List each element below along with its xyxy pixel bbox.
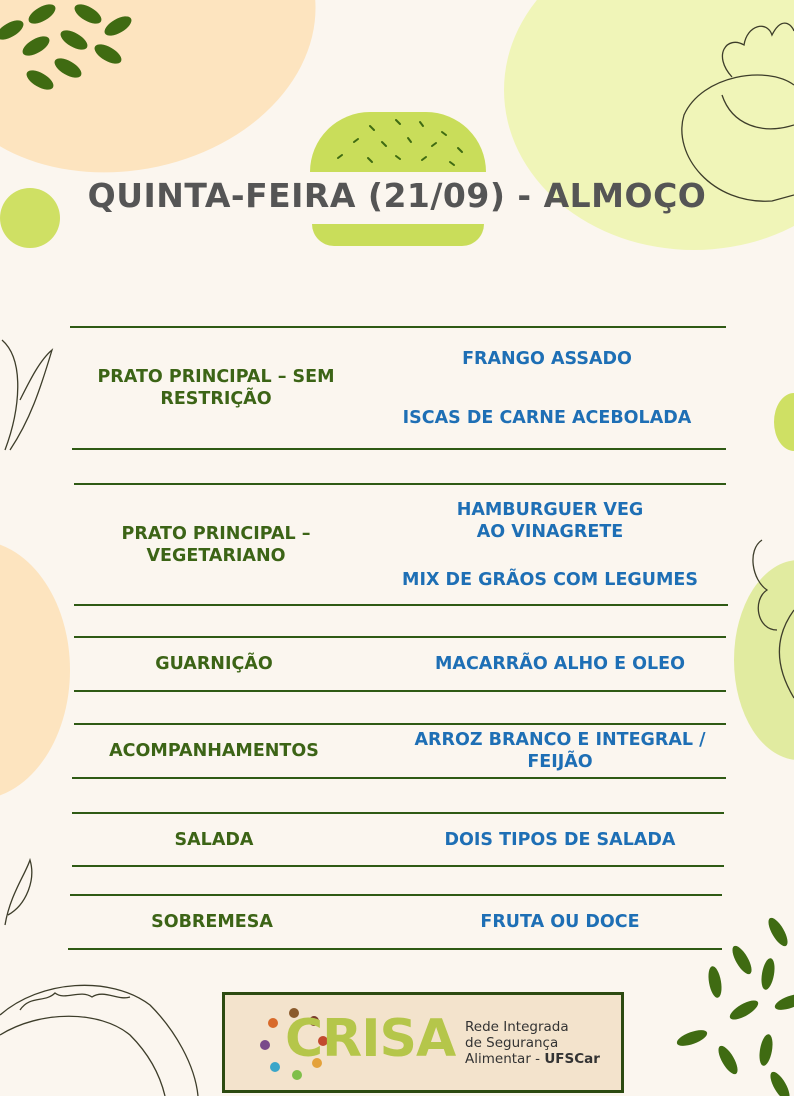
menu-item: ISCAS DE CARNE ACEBOLADA: [402, 407, 692, 428]
menu-item: HAMBURGUER VEG AO VINAGRETE: [456, 499, 644, 542]
lettuce-icon: [0, 330, 56, 460]
menu-category-line: RESTRIÇÃO: [160, 389, 272, 409]
herb-icon: [0, 855, 38, 930]
decorative-dot-right: [774, 393, 794, 451]
menu-item: MACARRÃO ALHO E OLEO: [434, 654, 686, 674]
logo-tagline: [465, 1019, 600, 1067]
menu-item: FRUTA OU DOCE: [480, 912, 640, 932]
divider: [74, 690, 726, 692]
menu-item-group: [385, 896, 735, 948]
menu-category-line: VEGETARIANO: [146, 545, 286, 566]
menu-category: [76, 814, 352, 865]
menu-item-group: [385, 638, 735, 690]
leaves-icon: [0, 0, 150, 100]
divider: [72, 865, 724, 867]
logo-tagline-line: de Segurança: [465, 1035, 559, 1051]
menu-item: ARROZ BRANCO E INTEGRAL / FEIJÃO: [414, 730, 706, 772]
logo-tagline-line: Rede Integrada: [465, 1019, 569, 1035]
menu-category-line: PRATO PRINCIPAL –: [121, 523, 311, 544]
menu-item-group: [385, 814, 735, 865]
menu-category: [76, 328, 356, 448]
divider: [74, 604, 728, 606]
menu-category-line: SALADA: [174, 829, 254, 850]
menu-item: DOIS TIPOS DE SALADA: [444, 829, 676, 850]
divider: [72, 777, 726, 779]
bun-top-decoration: [310, 112, 486, 172]
divider: [68, 948, 722, 950]
sesame-icon: [310, 112, 486, 172]
menu-category-line: SOBREMESA: [151, 912, 273, 932]
divider: [72, 448, 726, 450]
page-title: QUINTA-FEIRA (21/09) - ALMOÇO: [87, 176, 707, 215]
menu-item: FRANGO ASSADO: [462, 348, 632, 369]
menu-item-group: [385, 725, 735, 777]
taco-icon: [0, 975, 200, 1096]
logo-tagline-prefix: Alimentar -: [465, 1051, 545, 1067]
menu-category-line: ACOMPANHAMENTOS: [109, 741, 319, 761]
menu-category: [76, 485, 356, 604]
menu-category: [76, 725, 352, 777]
logo-wordmark: CRISA: [285, 1009, 456, 1069]
menu-category: [74, 896, 350, 948]
logo-tagline-line: [465, 1051, 600, 1067]
carrot-icon: [742, 530, 794, 700]
menu-item-group: [375, 485, 725, 604]
decorative-blob-left: [0, 540, 70, 800]
menu-item-group: [372, 328, 722, 448]
menu-category-line: PRATO PRINCIPAL – SEM: [97, 367, 335, 387]
menu-category-line: GUARNIÇÃO: [155, 654, 273, 674]
menu-item: MIX DE GRÃOS COM LEGUMES: [402, 569, 698, 590]
crisa-logo: [222, 992, 624, 1093]
logo-tagline-bold: UFSCar: [544, 1051, 600, 1067]
bun-bottom-decoration: [312, 224, 484, 246]
menu-category: [76, 638, 352, 690]
